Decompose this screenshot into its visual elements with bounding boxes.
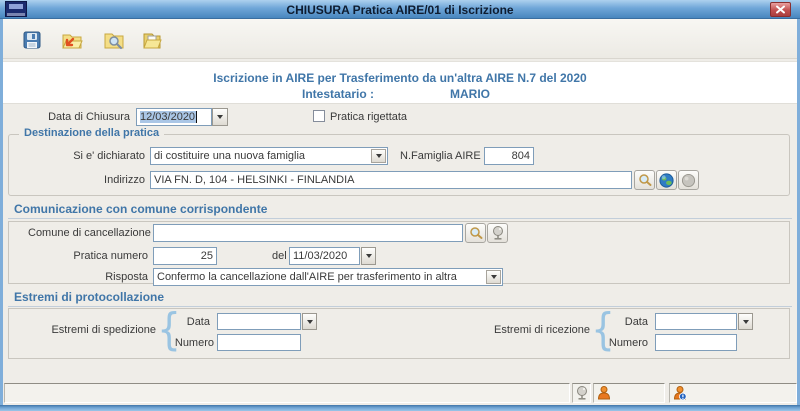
close-button[interactable] <box>770 2 791 17</box>
ricezione-data-input[interactable] <box>655 313 737 330</box>
magnifier-icon <box>637 172 653 188</box>
data-chiusura-value: 12/03/2020 <box>140 111 196 123</box>
window-border-left <box>0 19 3 411</box>
globe-icon <box>658 172 675 189</box>
risposta-label: Risposta <box>105 271 148 283</box>
chevron-down-icon <box>366 254 372 258</box>
ricezione-data-dropdown-button[interactable] <box>738 313 753 330</box>
close-icon <box>775 5 786 14</box>
brace-right: { <box>591 304 615 355</box>
statusbar-operator-cell[interactable] <box>593 383 665 403</box>
pratica-numero-input[interactable] <box>153 247 217 265</box>
risposta-select[interactable] <box>153 268 503 286</box>
globe-stand-icon <box>491 225 505 241</box>
dichiarato-select[interactable] <box>150 147 388 165</box>
destinazione-title: Destinazione della pratica <box>19 127 164 139</box>
folder-open-arrow-icon <box>59 28 85 52</box>
practice-description: Iscrizione in AIRE per Trasferimento da un'altra AIRE N.7 del 2020 <box>213 71 587 85</box>
ricezione-label: Estremi di ricezione <box>494 324 590 336</box>
titlebar <box>0 0 800 19</box>
open-practice-button[interactable] <box>58 26 86 53</box>
protocollazione-title: Estremi di protocollazione <box>8 290 792 307</box>
data-chiusura-input[interactable] <box>136 108 212 126</box>
person-icon <box>596 385 612 401</box>
del-label: del <box>272 250 287 262</box>
gray-sphere-icon <box>681 173 696 188</box>
ricezione-data-label: Data <box>624 316 648 328</box>
indirizzo-search-button[interactable] <box>634 170 655 190</box>
data-chiusura-label: Data di Chiusura <box>48 111 130 123</box>
chevron-down-icon <box>743 320 749 324</box>
del-data-input[interactable] <box>289 247 360 265</box>
chevron-down-icon <box>376 154 382 158</box>
practice-header <box>0 61 800 104</box>
comune-cancellazione-input[interactable] <box>153 224 463 242</box>
indirizzo-input[interactable] <box>150 171 632 189</box>
ricezione-numero-label: Numero <box>608 337 648 349</box>
indirizzo-disabled-button <box>678 170 699 190</box>
data-chiusura-dropdown-button[interactable] <box>212 108 228 126</box>
indirizzo-label: Indirizzo <box>104 174 145 186</box>
chevron-down-icon <box>491 275 497 279</box>
risposta-value: Confermo la cancellazione dall'AIRE per trasferimento in altra <box>157 271 457 283</box>
spedizione-data-label: Data <box>186 316 210 328</box>
dichiarato-dropdown-button[interactable] <box>371 149 386 163</box>
spedizione-data-input[interactable] <box>217 313 301 330</box>
statusbar-operator-info-cell[interactable] <box>669 383 797 403</box>
pratica-rigettata-label: Pratica rigettata <box>330 111 408 123</box>
comunicazione-title: Comunicazione con comune corrispondente <box>8 202 792 219</box>
pratica-numero-value: 25 <box>200 250 213 262</box>
browse-practices-button[interactable] <box>138 26 166 53</box>
pratica-numero-label: Pratica numero <box>73 250 148 262</box>
indirizzo-value: VIA FN. D, 104 - HELSINKI - FINLANDIA <box>154 174 355 186</box>
spedizione-numero-label: Numero <box>174 337 214 349</box>
risposta-dropdown-button[interactable] <box>486 270 501 284</box>
statusbar-stamp-cell[interactable] <box>572 383 591 403</box>
save-button[interactable] <box>18 26 46 53</box>
chevron-down-icon <box>307 320 313 324</box>
window-title: CHIUSURA Pratica AIRE/01 di Iscrizione <box>286 3 514 17</box>
famiglia-aire-label: N.Famiglia AIRE <box>400 150 481 162</box>
spedizione-numero-input[interactable] <box>217 334 301 351</box>
spedizione-data-dropdown-button[interactable] <box>302 313 317 330</box>
comune-stamp-button[interactable] <box>487 223 508 243</box>
window-border-bottom <box>0 405 800 411</box>
comune-cancellazione-label: Comune di cancellazione <box>28 227 151 239</box>
search-practice-button[interactable] <box>100 26 128 53</box>
folder-search-icon <box>101 28 127 52</box>
magnifier-icon <box>468 225 484 241</box>
pratica-rigettata-checkbox[interactable] <box>313 110 325 122</box>
chevron-down-icon <box>217 115 223 119</box>
person-info-icon <box>672 385 688 401</box>
intestatario-label: Intestatario : <box>302 87 375 101</box>
del-data-dropdown-button[interactable] <box>361 247 376 265</box>
toolbar <box>0 19 800 59</box>
spedizione-label: Estremi di spedizione <box>51 324 156 336</box>
dichiarato-value: di costituire una nuova famiglia <box>154 150 306 162</box>
globe-stand-icon <box>575 385 589 401</box>
intestatario-value: MARIO <box>450 87 490 101</box>
comune-search-button[interactable] <box>465 223 486 243</box>
famiglia-aire-input[interactable] <box>484 147 534 165</box>
del-data-value: 11/03/2020 <box>293 250 348 262</box>
statusbar-message-panel <box>4 383 570 403</box>
famiglia-aire-value: 804 <box>511 150 530 162</box>
floppy-disk-icon <box>20 28 44 52</box>
brace-left: { <box>157 304 181 355</box>
dichiarato-label: Si e' dichiarato <box>73 150 145 162</box>
folder-document-icon <box>139 28 165 52</box>
indirizzo-map-button[interactable] <box>656 170 677 190</box>
ricezione-numero-input[interactable] <box>655 334 737 351</box>
